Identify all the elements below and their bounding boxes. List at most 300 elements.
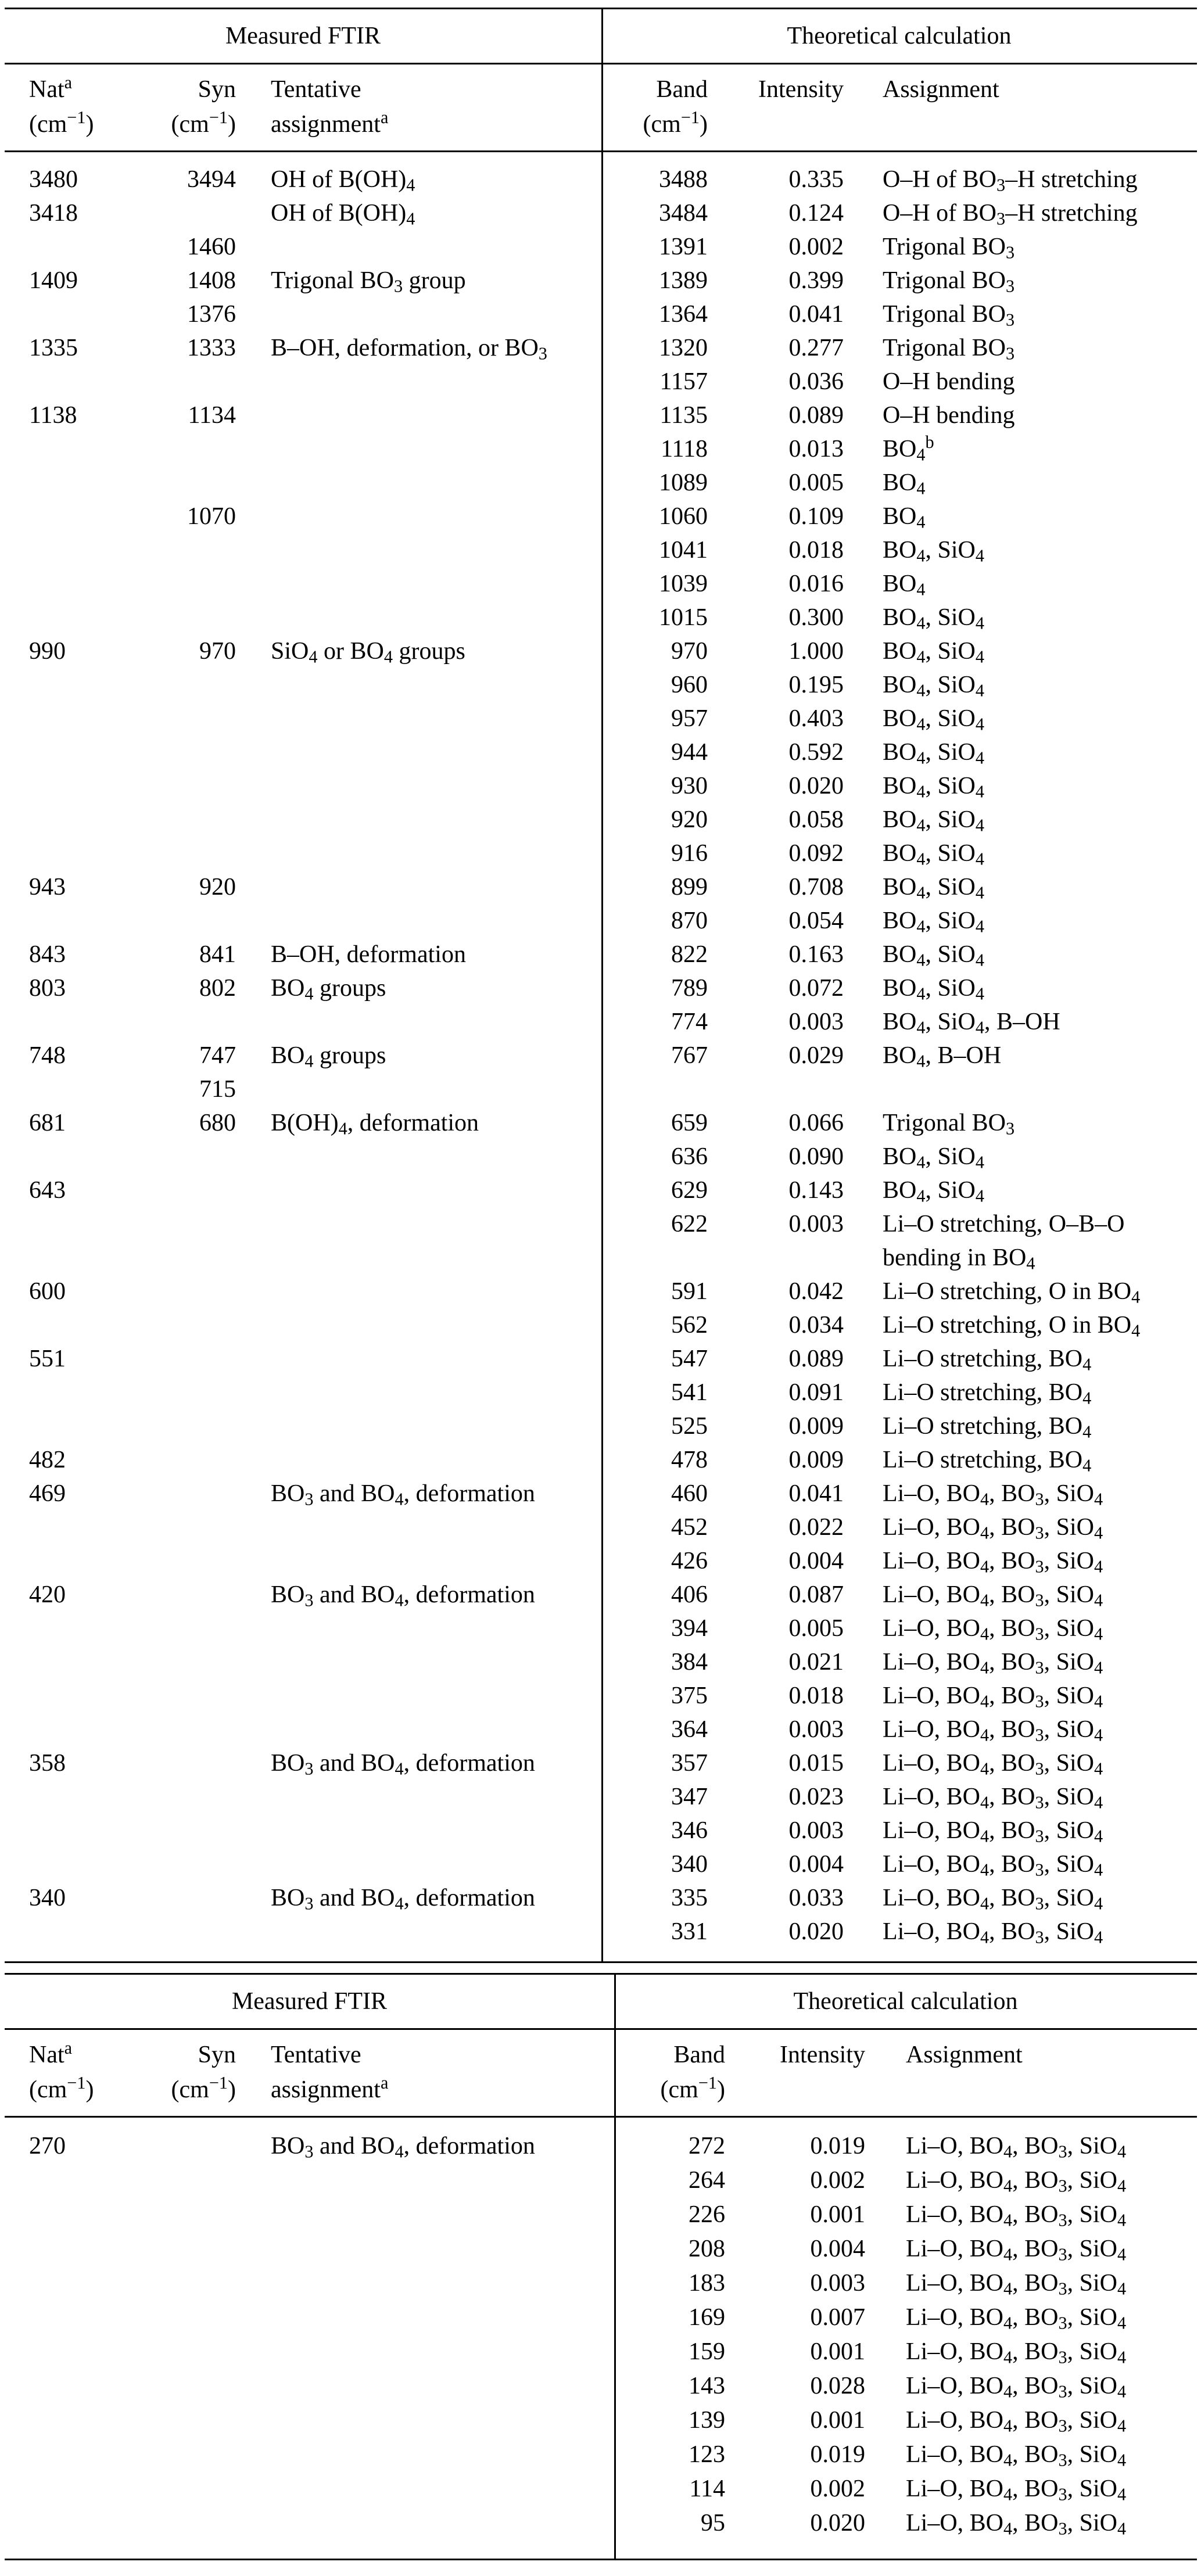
band-cell: 264 (689, 2167, 725, 2194)
nat-cell: 420 (29, 1581, 66, 1608)
syn-cell (128, 1544, 236, 1578)
syn-cell (128, 736, 236, 769)
syn-cell (128, 2232, 236, 2266)
table-row (5, 1308, 1197, 1342)
assign-cell: Li–O, $BO_4$, $BO_3$, SiO$_4$ (883, 1615, 1103, 1644)
band-cell: 357 (671, 1750, 708, 1777)
band-cell: 208 (689, 2236, 725, 2262)
band-cell: 547 (671, 1346, 708, 1372)
table-row (5, 803, 1197, 837)
band-cell: 406 (671, 1581, 708, 1608)
assign-cell: $BO_4$, SiO$_4$ (883, 907, 984, 937)
nat-cell (5, 1376, 128, 1409)
nat-cell: 843 (29, 941, 66, 968)
nat-cell (5, 2506, 128, 2541)
tent-cell (236, 2301, 614, 2335)
inten-cell: 0.058 (788, 806, 844, 833)
inten-cell: 0.403 (788, 705, 844, 732)
inten-cell: 0.109 (788, 503, 844, 530)
syn-cell (128, 365, 236, 399)
syn-cell (128, 1780, 236, 1814)
assign-cell: Trigonal $BO_3$ (883, 234, 1015, 263)
band-cell: 340 (671, 1851, 708, 1878)
inten-cell: 0.041 (788, 301, 844, 328)
nat-cell (5, 1241, 128, 1275)
table-row (5, 1207, 1197, 1241)
table-row (5, 1881, 1197, 1915)
assign-cell: $BO_4$, SiO$_4$ (883, 773, 984, 802)
tent-cell (236, 1713, 601, 1746)
table-row (5, 533, 1197, 567)
assignment-column-header (865, 2037, 1197, 2107)
syn-cell (128, 1140, 236, 1174)
inten-cell: 0.002 (788, 234, 844, 260)
group-header-row (5, 9, 1197, 63)
assign-cell: Li–O, $BO_4$, $BO_3$, SiO$_4$ (883, 1480, 1103, 1509)
assign-cell: $BO_4$, SiO$_4$ (883, 604, 984, 633)
syn-cell: 1333 (187, 335, 236, 361)
band-cell: 3484 (659, 200, 708, 227)
nat-cell: 270 (29, 2133, 66, 2159)
intensity-header-line1: Intensity (758, 76, 844, 103)
syn-cell (128, 2266, 236, 2301)
assign-cell: Li–O, $BO_4$, $BO_3$, SiO$_4$ (906, 2304, 1127, 2333)
band-cell: 394 (671, 1615, 708, 1642)
band-cell: 1320 (659, 335, 708, 361)
inten-cell: 0.003 (788, 1716, 844, 1743)
assign-cell: Li–O stretching, $BO_4$ (883, 1346, 1092, 1375)
table-row (5, 1106, 1197, 1140)
assign-cell: $BO_4$, SiO$_4$, B–OH (883, 1009, 1060, 1038)
band-cell: 541 (671, 1379, 708, 1406)
band-cell: 452 (671, 1514, 708, 1541)
assign-cell: $BO_4$ (883, 469, 926, 498)
assign-cell: O–H bending (883, 368, 1015, 395)
assign-cell: $BO_4$, SiO$_4$ (883, 705, 984, 734)
table-row (5, 1847, 1197, 1881)
syn-cell (128, 2129, 236, 2164)
group-header-row (5, 1975, 1197, 2028)
inten-cell: 0.399 (788, 267, 844, 294)
tent-cell (236, 601, 601, 634)
table-row (5, 1746, 1197, 1780)
band-cell: 478 (671, 1447, 708, 1473)
assign-cell (844, 1072, 1197, 1106)
inten-cell: 0.072 (788, 975, 844, 1002)
table-row (5, 1039, 1197, 1072)
table-row (5, 500, 1197, 533)
nat-cell (5, 1072, 128, 1106)
nat-column-header (5, 2037, 128, 2107)
table-row (5, 432, 1197, 466)
tent-cell (236, 2164, 614, 2198)
table-row (5, 466, 1197, 500)
inten-cell: 0.004 (788, 1851, 844, 1878)
table-body (5, 152, 1197, 1961)
band-header-line1: Band (656, 76, 708, 103)
inten-cell: 0.016 (788, 571, 844, 597)
table-row (5, 1814, 1197, 1847)
table-row (5, 1241, 1197, 1275)
tent-cell (236, 769, 601, 803)
tent-cell (236, 1342, 601, 1376)
table-row (5, 2198, 1197, 2232)
tent-cell: $BO_3$ and $BO_4$, deformation (271, 2133, 535, 2162)
syn-cell (128, 1679, 236, 1713)
assign-cell: O–H of $BO_3-H$ stretching (883, 200, 1138, 229)
ftir-table-1 (5, 8, 1197, 1963)
band-cell (601, 1072, 708, 1106)
assign-cell: $BO_4$, SiO$_4$ (883, 739, 984, 768)
table-row (5, 2232, 1197, 2266)
inten-cell: 0.300 (788, 604, 844, 631)
inten-cell: 0.020 (810, 2510, 865, 2536)
inten-cell (708, 1072, 844, 1106)
band-cell: 375 (671, 1682, 708, 1709)
band-cell: 183 (689, 2270, 725, 2297)
band-cell: 143 (689, 2373, 725, 2399)
nat-cell (5, 567, 128, 601)
assign-cell: $BO_4$, SiO$_4$ (883, 874, 984, 903)
inten-cell: 0.009 (788, 1447, 844, 1473)
assign-cell: Li–O, $BO_4$, $BO_3$, SiO$_4$ (883, 1716, 1103, 1745)
inten-cell: 0.163 (788, 941, 844, 968)
table-row (5, 1511, 1197, 1544)
assign-cell: Li–O, $BO_4$, $BO_3$, SiO$_4$ (883, 1581, 1103, 1610)
assign-cell: Li–O, $BO_4$, $BO_3$, SiO$_4$ (906, 2475, 1127, 2505)
inten-cell: 1.000 (788, 638, 844, 665)
inten-cell: 0.021 (788, 1649, 844, 1676)
nat-cell (5, 1915, 128, 1949)
syn-cell (128, 1578, 236, 1612)
syn-cell (128, 466, 236, 500)
inten-cell: 0.018 (788, 537, 844, 564)
assign-cell: Li–O, $BO_4$, $BO_3$, SiO$_4$ (883, 1514, 1103, 1543)
inten-cell: 0.124 (788, 200, 844, 227)
inten-cell: 0.036 (788, 368, 844, 395)
inten-cell: 0.195 (788, 672, 844, 698)
syn-cell (128, 1275, 236, 1308)
syn-header-line1: Syn (198, 76, 236, 103)
table-row (5, 1072, 1197, 1106)
table-row (5, 668, 1197, 702)
inten-cell: 0.592 (788, 739, 844, 766)
inten-cell: 0.041 (788, 1480, 844, 1507)
assignment-column-header (844, 72, 1197, 142)
tent-cell: $BO_4$ groups (271, 975, 386, 1004)
table-row (5, 1915, 1197, 1949)
band-cell: 114 (689, 2475, 725, 2502)
nat-cell (5, 1679, 128, 1713)
assign-cell: Li–O, $BO_4$, $BO_3$, SiO$_4$ (883, 1682, 1103, 1712)
tent-cell (236, 2369, 614, 2403)
band-cell: 139 (689, 2407, 725, 2434)
assign-cell: Li–O stretching, $BO_4$ (883, 1413, 1092, 1442)
nat-cell (5, 1612, 128, 1645)
nat-cell (5, 1511, 128, 1544)
assign-cell: Li–O, $BO_4$, $BO_3$, SiO$_4$ (906, 2236, 1127, 2265)
assign-cell: $BO_4$ (883, 571, 926, 600)
assign-cell: bending in $BO_4$ (883, 1244, 1035, 1273)
nat-cell (5, 1140, 128, 1174)
band-cell: 272 (689, 2133, 725, 2159)
inten-cell: 0.001 (810, 2338, 865, 2365)
tent-cell (236, 2198, 614, 2232)
inten-cell: 0.005 (788, 469, 844, 496)
syn-cell: 1460 (187, 234, 236, 260)
tent-cell (236, 2232, 614, 2266)
table-row (5, 1645, 1197, 1679)
nat-cell (5, 1005, 128, 1039)
table-row (5, 297, 1197, 331)
table-row (5, 2438, 1197, 2472)
inten-cell: 0.020 (788, 773, 844, 799)
assign-cell: Trigonal $BO_3$ (883, 335, 1015, 364)
nat-cell (5, 2266, 128, 2301)
band-header-line2: $(cm^{-1})$ (643, 107, 708, 138)
intensity-header-line1: Intensity (780, 2042, 865, 2068)
tent-cell: $BO_3$ and $BO_4$, deformation (271, 1480, 535, 1509)
tent-cell (236, 1174, 601, 1207)
band-cell: 1135 (659, 402, 708, 429)
tent-cell (236, 1308, 601, 1342)
nat-cell (5, 1308, 128, 1342)
inten-cell: 0.004 (810, 2236, 865, 2262)
syn-cell (128, 1308, 236, 1342)
inten-cell: 0.092 (788, 840, 844, 867)
tent-cell (236, 399, 601, 432)
table-row (5, 230, 1197, 264)
band-cell: 870 (671, 907, 708, 934)
table-row (5, 1612, 1197, 1645)
nat-cell (5, 2164, 128, 2198)
nat-cell (5, 466, 128, 500)
syn-cell (128, 1847, 236, 1881)
band-cell: 159 (689, 2338, 725, 2365)
assign-cell: Li–O, $BO_4$, $BO_3$, SiO$_4$ (906, 2133, 1127, 2162)
tent-cell (236, 230, 601, 264)
band-cell: 930 (671, 773, 708, 799)
tent-cell: B–OH, deformation, or $BO_3$ (271, 335, 547, 364)
syn-cell: 802 (199, 975, 236, 1002)
syn-cell (128, 1612, 236, 1645)
nat-cell: 551 (29, 1346, 66, 1372)
tent-cell (236, 1814, 601, 1847)
assign-cell: O–H of $BO_3-H$ stretching (883, 166, 1138, 195)
nat-cell: 803 (29, 975, 66, 1002)
inten-cell: 0.091 (788, 1379, 844, 1406)
inten-cell: 0.003 (810, 2270, 865, 2297)
syn-header-line1: Syn (198, 2042, 236, 2068)
inten-cell: 0.034 (788, 1312, 844, 1339)
assign-cell: Li–O, $BO_4$, $BO_3$, SiO$_4$ (906, 2201, 1127, 2230)
syn-cell (128, 668, 236, 702)
measured-ftir-header: Measured FTIR (225, 23, 381, 49)
band-cell: 384 (671, 1649, 708, 1676)
nat-cell: 3418 (29, 200, 78, 227)
inten-cell: 0.009 (788, 1413, 844, 1440)
table-row (5, 2506, 1197, 2541)
tent-cell (236, 1915, 601, 1949)
inten-cell: 0.089 (788, 1346, 844, 1372)
tent-cell (236, 1072, 601, 1106)
tent-cell: OH of $B(OH)_4$ (271, 166, 415, 195)
tent-cell (236, 2403, 614, 2438)
syn-cell: 1134 (188, 402, 236, 429)
band-cell: 1118 (661, 436, 708, 462)
assign-cell: Li–O stretching, O–B–O (883, 1211, 1125, 1237)
assign-cell: $BO_4$, B–OH (883, 1042, 1002, 1071)
table-row (5, 567, 1197, 601)
syn-cell (128, 1443, 236, 1477)
syn-cell (128, 2369, 236, 2403)
assign-cell: Li–O, $BO_4$, $BO_3$, SiO$_4$ (906, 2510, 1127, 2539)
nat-cell (5, 803, 128, 837)
tent-cell (236, 2266, 614, 2301)
assign-cell: Li–O, $BO_4$, $BO_3$, SiO$_4$ (883, 1649, 1103, 1678)
inten-cell: 0.001 (810, 2201, 865, 2228)
nat-cell: 1409 (29, 267, 78, 294)
nat-cell (5, 1207, 128, 1241)
table-row (5, 1477, 1197, 1511)
syn-cell (128, 803, 236, 837)
assignment-header-line1: Assignment (906, 2042, 1023, 2068)
table-row (5, 196, 1197, 230)
tentative-header-line1: Tentative (271, 2042, 361, 2068)
syn-cell (128, 1713, 236, 1746)
tent-cell (236, 1645, 601, 1679)
syn-cell (128, 2403, 236, 2438)
table-row (5, 1713, 1197, 1746)
nat-cell (5, 230, 128, 264)
tent-cell (236, 2506, 614, 2541)
syn-cell (128, 1645, 236, 1679)
assign-cell: Li–O, $BO_4$, $BO_3$, SiO$_4$ (883, 1548, 1103, 1577)
tentative-assignment-column-header (236, 72, 601, 142)
nat-cell (5, 1814, 128, 1847)
band-cell (601, 1241, 708, 1275)
syn-cell (128, 196, 236, 230)
inten-cell: 0.005 (788, 1615, 844, 1642)
band-cell: 1157 (659, 368, 708, 395)
inten-cell: 0.013 (788, 436, 844, 462)
tent-cell (236, 2472, 614, 2506)
table-row (5, 601, 1197, 634)
assign-cell: Trigonal $BO_3$ (883, 1110, 1015, 1139)
syn-cell (128, 904, 236, 938)
assign-cell: Trigonal $BO_3$ (883, 267, 1015, 296)
nat-cell (5, 365, 128, 399)
syn-cell (128, 1241, 236, 1275)
nat-cell (5, 769, 128, 803)
table-body (5, 2118, 1197, 2559)
syn-cell (128, 1477, 236, 1511)
tent-cell (236, 1443, 601, 1477)
tent-cell: $BO_3$ and $BO_4$, deformation (271, 1581, 535, 1610)
nat-cell (5, 1713, 128, 1746)
assign-cell: $BO_4$, SiO$_4$ (883, 672, 984, 701)
tentative-assignment-column-header (236, 2037, 614, 2107)
syn-cell (128, 1881, 236, 1915)
table-row (5, 163, 1197, 196)
table-row (5, 904, 1197, 938)
tent-cell (236, 837, 601, 870)
assign-cell: $BO_4$, SiO$_4$ (883, 941, 984, 970)
tent-cell (236, 466, 601, 500)
syn-cell: 3494 (187, 166, 236, 193)
tent-cell (236, 668, 601, 702)
table-row (5, 938, 1197, 971)
assign-cell: Li–O, $BO_4$, $BO_3$, SiO$_4$ (883, 1918, 1103, 1947)
tent-cell (236, 870, 601, 904)
table-row (5, 1376, 1197, 1409)
tent-cell: $BO_4$ groups (271, 1042, 386, 1071)
tent-cell: $BO_3$ and $BO_4$, deformation (271, 1885, 535, 1914)
syn-cell: 970 (199, 638, 236, 665)
table-row (5, 870, 1197, 904)
nat-cell: 1335 (29, 335, 78, 361)
nat-cell: 600 (29, 1278, 66, 1305)
table-row (5, 2472, 1197, 2506)
nat-header-line2: $(cm^{-1})$ (29, 2072, 94, 2103)
syn-cell: 1376 (187, 301, 236, 328)
syn-cell: 1408 (187, 267, 236, 294)
table-row (5, 2369, 1197, 2403)
table-row (5, 399, 1197, 432)
inten-cell: 0.007 (810, 2304, 865, 2331)
inten-cell: 0.019 (810, 2133, 865, 2159)
inten-cell: 0.022 (788, 1514, 844, 1541)
band-cell: 1041 (659, 537, 708, 564)
table-row (5, 1005, 1197, 1039)
nat-cell (5, 1780, 128, 1814)
syn-cell (128, 1207, 236, 1241)
table-row (5, 1140, 1197, 1174)
nat-cell: 943 (29, 874, 66, 900)
syn-cell (128, 1746, 236, 1780)
band-cell: 920 (671, 806, 708, 833)
nat-cell (5, 2232, 128, 2266)
inten-cell: 0.042 (788, 1278, 844, 1305)
table-row (5, 365, 1197, 399)
syn-cell (128, 1005, 236, 1039)
assign-cell: Li–O, $BO_4$, $BO_3$, SiO$_4$ (883, 1885, 1103, 1914)
nat-cell (5, 837, 128, 870)
nat-cell (5, 297, 128, 331)
tent-cell (236, 1005, 601, 1039)
inten-cell: 0.277 (788, 335, 844, 361)
ftir-table-2 (5, 1973, 1197, 2560)
nat-cell (5, 500, 128, 533)
tent-cell (236, 1140, 601, 1174)
tent-cell (236, 2335, 614, 2369)
inten-cell: 0.335 (788, 166, 844, 193)
inten-cell: 0.002 (810, 2167, 865, 2194)
assign-cell: $BO_4^b$ (883, 432, 934, 465)
nat-header-line1: Nat$^a$ (29, 2037, 73, 2068)
band-cell: 346 (671, 1817, 708, 1844)
table-row (5, 2403, 1197, 2438)
band-cell: 970 (671, 638, 708, 665)
band-cell: 335 (671, 1885, 708, 1911)
syn-cell: 841 (199, 941, 236, 968)
tent-cell (236, 702, 601, 736)
nat-header-line2: $(cm^{-1})$ (29, 107, 94, 138)
inten-cell: 0.020 (788, 1918, 844, 1945)
syn-cell (128, 702, 236, 736)
syn-cell (128, 2472, 236, 2506)
tent-cell (236, 365, 601, 399)
